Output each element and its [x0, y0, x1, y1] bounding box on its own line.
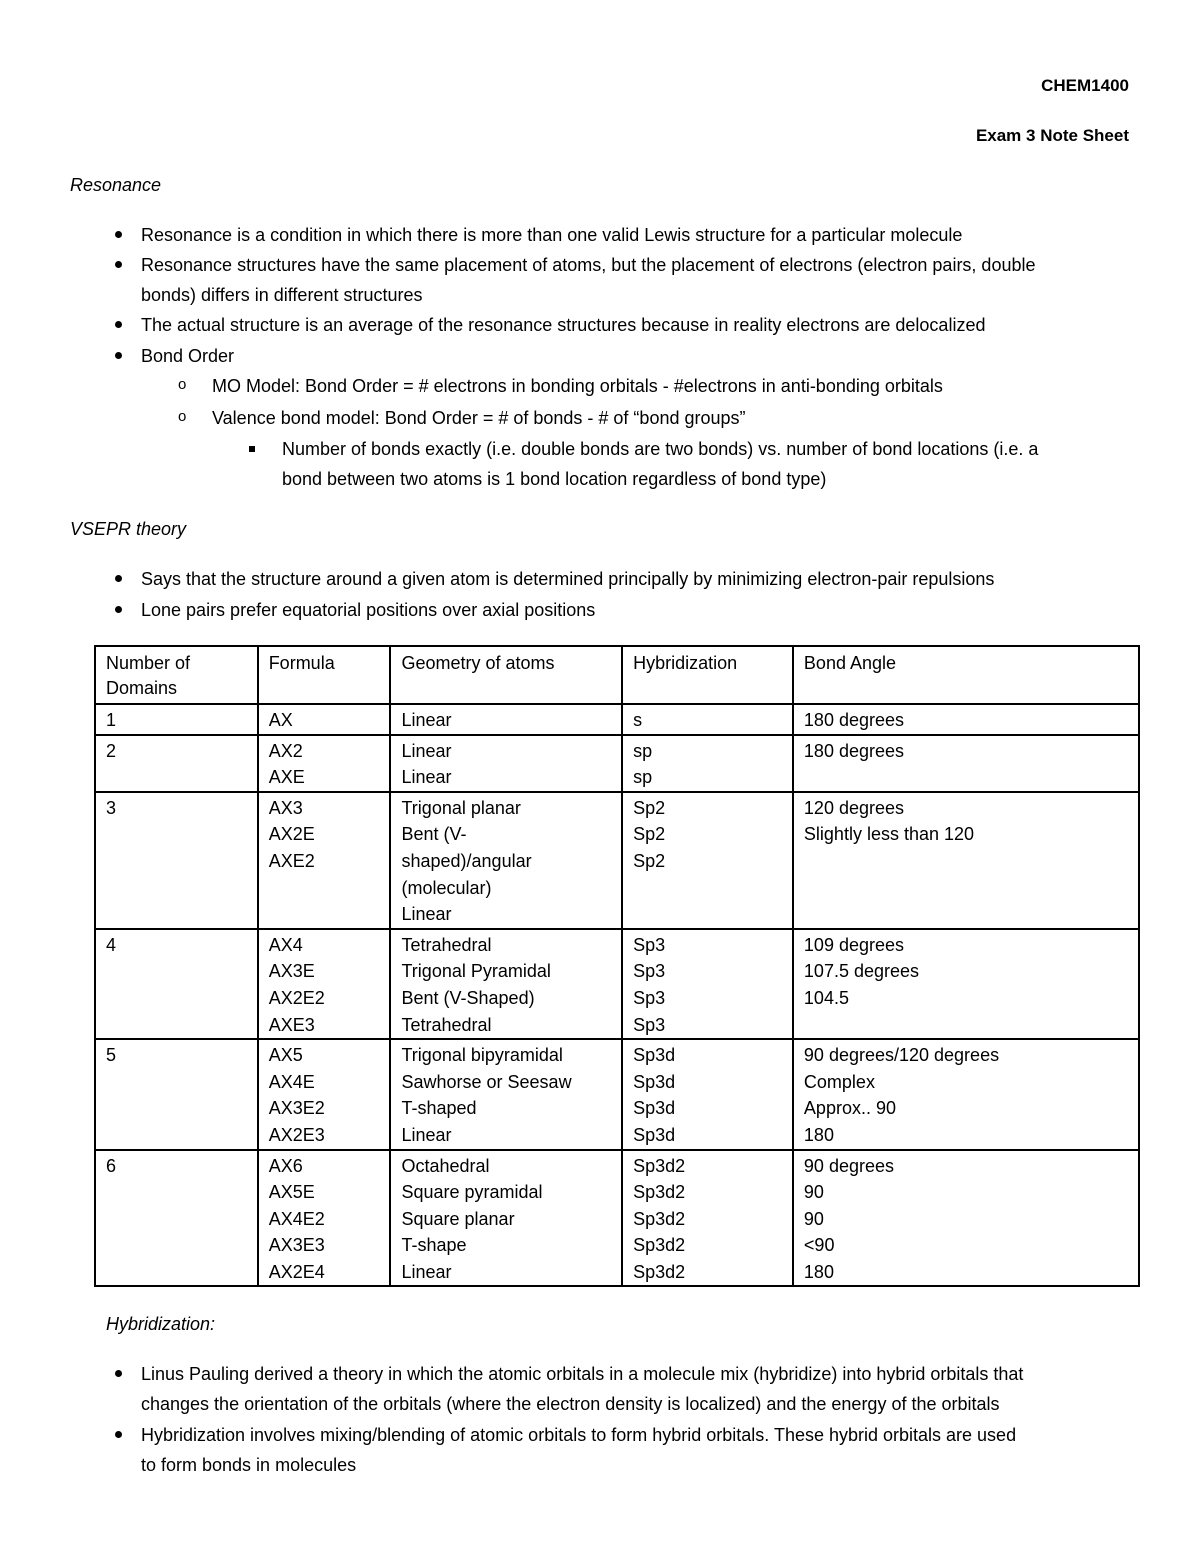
bullet-icon [115, 321, 122, 328]
formula-cell: AX4 AX3E AX2E2 AXE3 [258, 929, 391, 1039]
bond-angle-cell: 180 degrees [793, 704, 1139, 735]
section-title-hybridization: Hybridization: [106, 1314, 216, 1334]
geometry-cell: Octahedral Square pyramidal Square planar T-shape Linear [390, 1150, 622, 1287]
domains-cell: 2 [95, 735, 258, 792]
formula-cell: AX5 AX4E AX3E2 AX2E3 [258, 1039, 391, 1149]
bond-angle-cell: 109 degrees 107.5 degrees 104.5 [793, 929, 1139, 1039]
square-bullet-icon [249, 446, 255, 452]
table-row [95, 792, 1139, 929]
resonance-bullet-4: Bond Order [141, 346, 235, 366]
hybridization-cell: s [622, 704, 793, 735]
bullet-icon [115, 1431, 122, 1438]
bullet-icon [115, 1370, 122, 1377]
section-title-resonance: Resonance [70, 175, 162, 195]
course-code: CHEM1400 [1041, 76, 1129, 95]
geometry-cell: Linear Linear [390, 735, 622, 792]
hybridization-bullet-1-line-1: Linus Pauling derived a theory in which the atomic orbitals in a molecule mix (hybridize) into hybrid orbitals that [141, 1364, 1024, 1384]
sub-bullet-icon: o [178, 408, 187, 425]
domains-cell: 3 [95, 792, 258, 929]
column-header-bond-angle: Bond Angle [793, 646, 1139, 704]
table-row [95, 1150, 1139, 1287]
bullet-icon [115, 231, 122, 238]
bond-count-note-line-2: bond between two atoms is 1 bond location regardless of bond type) [282, 469, 827, 489]
formula-cell: AX [258, 704, 391, 735]
bond-angle-cell: 180 degrees [793, 735, 1139, 792]
table-row [95, 704, 1139, 735]
bond-count-note-line-1: Number of bonds exactly (i.e. double bonds are two bonds) vs. number of bond locations (i.e. a [282, 439, 1039, 459]
formula-cell: AX6 AX5E AX4E2 AX3E3 AX2E4 [258, 1150, 391, 1287]
vsepr-bullet-2: Lone pairs prefer equatorial positions over axial positions [141, 600, 596, 620]
column-header-formula: Formula [258, 646, 391, 704]
sub-bullet-icon: o [178, 376, 187, 393]
bullet-icon [115, 606, 122, 613]
formula-cell: AX2 AXE [258, 735, 391, 792]
geometry-cell: Linear [390, 704, 622, 735]
bond-order-mo-model: MO Model: Bond Order = # electrons in bonding orbitals - #electrons in anti-bonding orbitals [212, 376, 943, 396]
table-header-row [95, 646, 1139, 704]
hybridization-cell: Sp3d2 Sp3d2 Sp3d2 Sp3d2 Sp3d2 [622, 1150, 793, 1287]
vsepr-table [94, 645, 1140, 1287]
hybridization-cell: Sp2 Sp2 Sp2 [622, 792, 793, 929]
table-row [95, 735, 1139, 792]
hybridization-bullet-2-line-1: Hybridization involves mixing/blending of atomic orbitals to form hybrid orbitals. These hybrid orbitals are used [141, 1425, 1017, 1445]
bond-angle-cell: 90 degrees 90 90 <90 180 [793, 1150, 1139, 1287]
hybridization-cell: sp sp [622, 735, 793, 792]
domains-cell: 5 [95, 1039, 258, 1149]
bond-order-valence-model: Valence bond model: Bond Order = # of bonds - # of “bond groups” [212, 408, 746, 428]
column-header-hybridization: Hybridization [622, 646, 793, 704]
hybridization-cell: Sp3d Sp3d Sp3d Sp3d [622, 1039, 793, 1149]
table-row [95, 929, 1139, 1039]
geometry-cell: Trigonal bipyramidal Sawhorse or Seesaw T-shaped Linear [390, 1039, 622, 1149]
column-header-domains: Number of Domains [95, 646, 258, 704]
bond-angle-cell: 90 degrees/120 degrees Complex Approx.. 90 180 [793, 1039, 1139, 1149]
bullet-icon [115, 575, 122, 582]
hybridization-bullet-2-line-2: to form bonds in molecules [141, 1455, 357, 1475]
document-subtitle: Exam 3 Note Sheet [975, 126, 1129, 145]
table-row [95, 1039, 1139, 1149]
domains-cell: 4 [95, 929, 258, 1039]
domains-cell: 6 [95, 1150, 258, 1287]
hybridization-bullet-1-line-2: changes the orientation of the orbitals (where the electron density is localized) and the energy of the orbitals [141, 1394, 1000, 1414]
bullet-icon [115, 261, 122, 268]
section-title-vsepr: VSEPR theory [70, 519, 187, 539]
column-header-geometry: Geometry of atoms [390, 646, 622, 704]
resonance-bullet-1: Resonance is a condition in which there is more than one valid Lewis structure for a particular molecule [141, 225, 963, 245]
hybridization-cell: Sp3 Sp3 Sp3 Sp3 [622, 929, 793, 1039]
bond-angle-cell: 120 degrees Slightly less than 120 [793, 792, 1139, 929]
vsepr-bullet-1: Says that the structure around a given atom is determined principally by minimizing electron-pair repulsions [141, 569, 995, 589]
bullet-icon [115, 352, 122, 359]
domains-cell: 1 [95, 704, 258, 735]
geometry-cell: Trigonal planar Bent (V- shaped)/angular (molecular) Linear [390, 792, 622, 929]
formula-cell: AX3 AX2E AXE2 [258, 792, 391, 929]
geometry-cell: Tetrahedral Trigonal Pyramidal Bent (V-Shaped) Tetrahedral [390, 929, 622, 1039]
resonance-bullet-2-line-2: bonds) differs in different structures [141, 285, 423, 305]
resonance-bullet-3: The actual structure is an average of the resonance structures because in reality electrons are delocalized [141, 315, 986, 335]
resonance-bullet-2-line-1: Resonance structures have the same placement of atoms, but the placement of electrons (electron pairs, double [141, 255, 1036, 275]
